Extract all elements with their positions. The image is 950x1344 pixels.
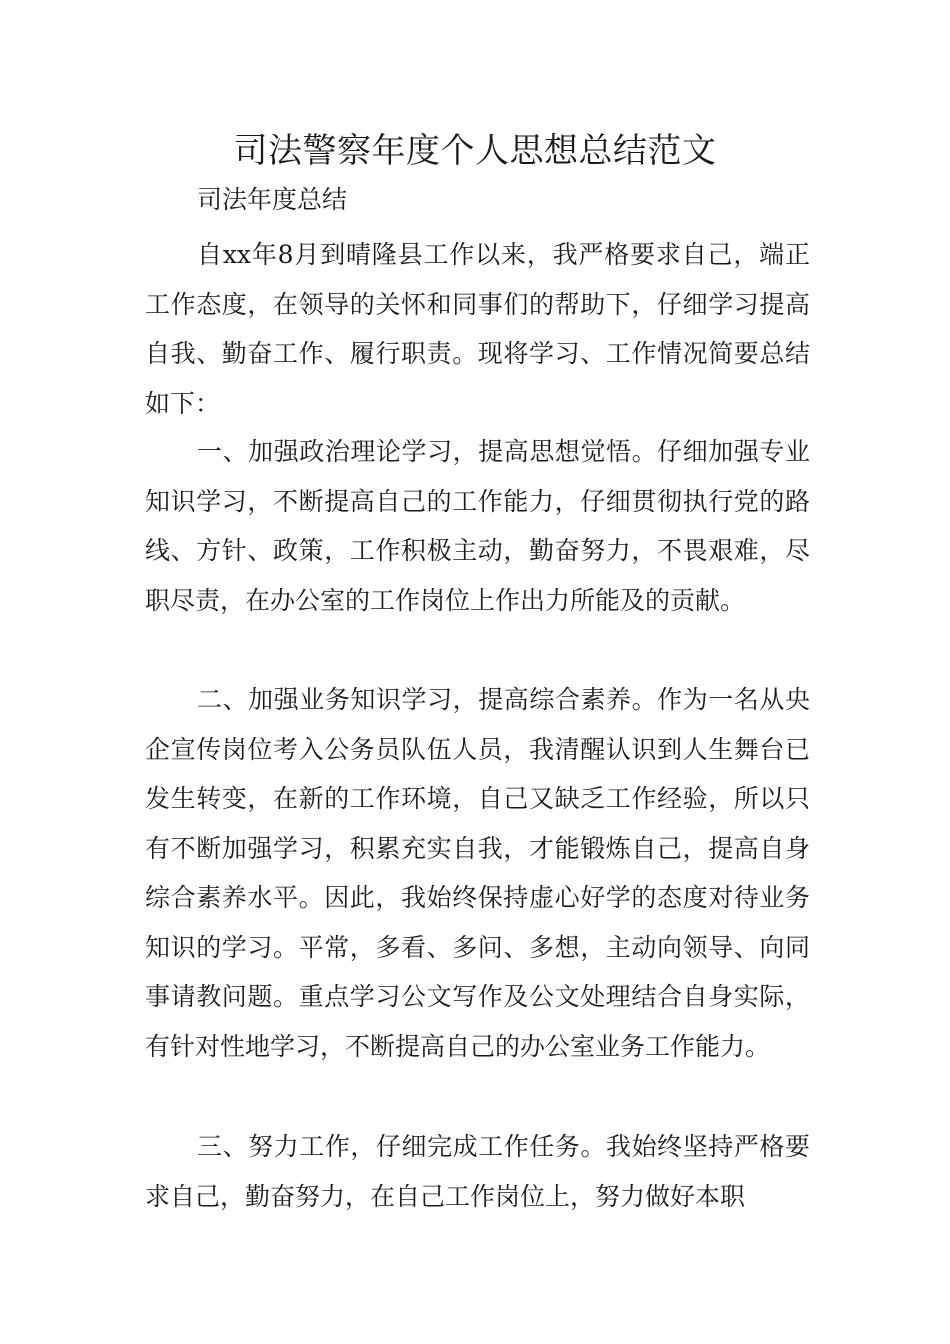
paragraph-intro: 自xx年8月到晴隆县工作以来，我严格要求自己，端正工作态度，在领导的关怀和同事们的帮助下，仔细学习提高自我、勤奋工作、履行职责。现将学习、工作情况简要总结如下： [145, 240, 810, 418]
document-title: 司法警察年度个人思想总结范文 [233, 131, 717, 171]
document-subtitle: 司法年度总结 [197, 185, 348, 214]
paragraph-work-tasks: 三、努力工作，仔细完成工作任务。我始终坚持严格要求自己，勤奋努力，在自己工作岗位上，努力做好本职 [145, 1132, 810, 1211]
paragraph-political-study: 一、加强政治理论学习，提高思想觉悟。仔细加强专业知识学习，不断提高自己的工作能力，仔细贯彻执行党的路线、方针、政策，工作积极主动，勤奋努力，不畏艰难，尽职尽责，在办公室的工作岗位上作出力所能及的贡献。 [145, 437, 810, 615]
paragraph-professional-study: 二、加强业务知识学习，提高综合素养。作为一名从央企宣传岗位考入公务员队伍人员，我清醒认识到人生舞台已发生转变，在新的工作环境，自己又缺乏工作经验，所以只有不断加强学习，积累充实自我，才能锻炼自己，提高自身综合素养水平。因此，我始终保持虚心好学的态度对待业务知识的学习。平常，多看、多问、多想，主动向领导、向同事请教问题。重点学习公文写作及公文处理结合自身实际，有针对性地学习，不断提高自己的办公室业务工作能力。 [145, 685, 810, 1061]
